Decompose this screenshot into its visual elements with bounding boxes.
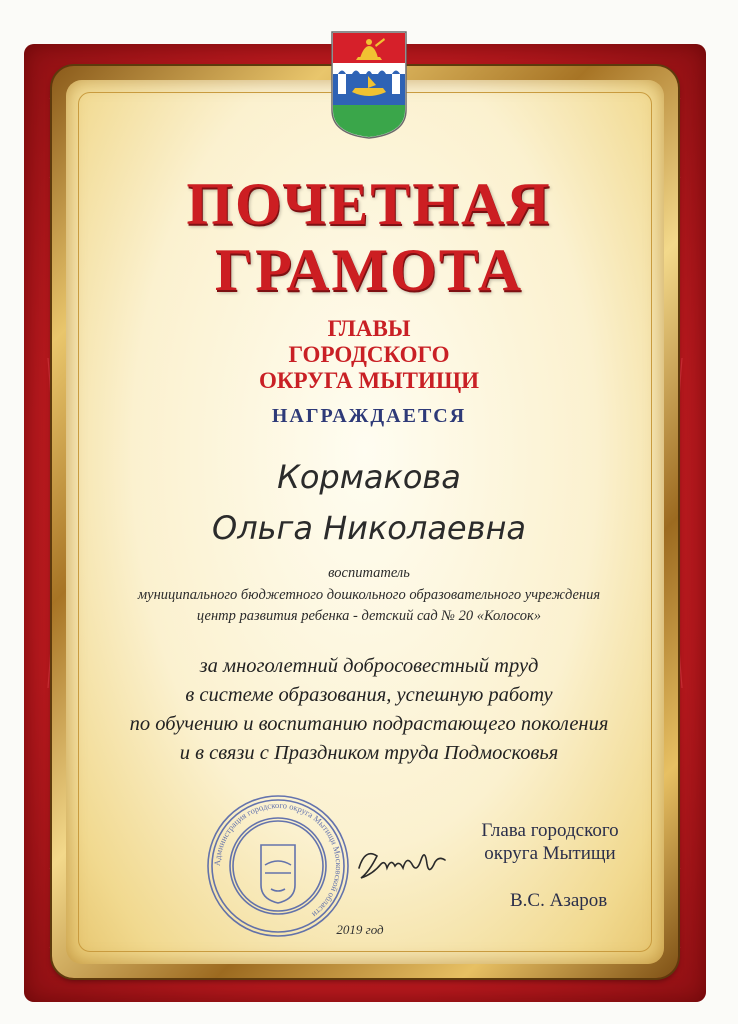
awarded-label: НАГРАЖДАЕТСЯ xyxy=(271,405,467,427)
reason-line-4: и в связи с Праздником труда Подмосковья xyxy=(179,742,559,764)
coat-of-arms-icon xyxy=(330,30,408,140)
issuer-line-3: ОКРУГА МЫТИЩИ xyxy=(258,368,480,393)
organization-line-2: центр развития ребенка - детский сад № 20 «Колосок» xyxy=(196,608,542,624)
recipient-given-names: Ольга Николаевна xyxy=(212,509,526,547)
issuer-line-2: ГОРОДСКОГО xyxy=(288,342,450,367)
title-line-1: ПОЧЕТНАЯ xyxy=(186,171,552,237)
reason-line-3: по обучению и воспитанию подрастающего поколения xyxy=(129,713,609,735)
recipient-surname: Кормакова xyxy=(277,458,461,496)
official-stamp-icon xyxy=(205,793,351,939)
signature-icon xyxy=(355,838,450,888)
reason-line-1: за многолетний добросовестный труд xyxy=(199,655,539,677)
reason-line-2: в системе образования, успешную работу xyxy=(185,684,553,706)
organization-line-1: муниципального бюджетного дошкольного образовательного учреждения xyxy=(137,587,601,603)
signatory-title-line-1: Глава городского xyxy=(481,820,619,841)
signatory-name: В.С. Азаров xyxy=(510,890,608,911)
title-line-2: ГРАМОТА xyxy=(214,237,524,303)
recipient-position: воспитатель xyxy=(328,565,410,581)
signatory-title-line-2: округа Мытищи xyxy=(484,843,616,864)
stamp-text: Администрация городского округа Мытищи Московской области xyxy=(211,799,345,920)
issuer-line-1: ГЛАВЫ xyxy=(327,316,411,341)
certificate-year: 2019 год xyxy=(336,922,384,937)
